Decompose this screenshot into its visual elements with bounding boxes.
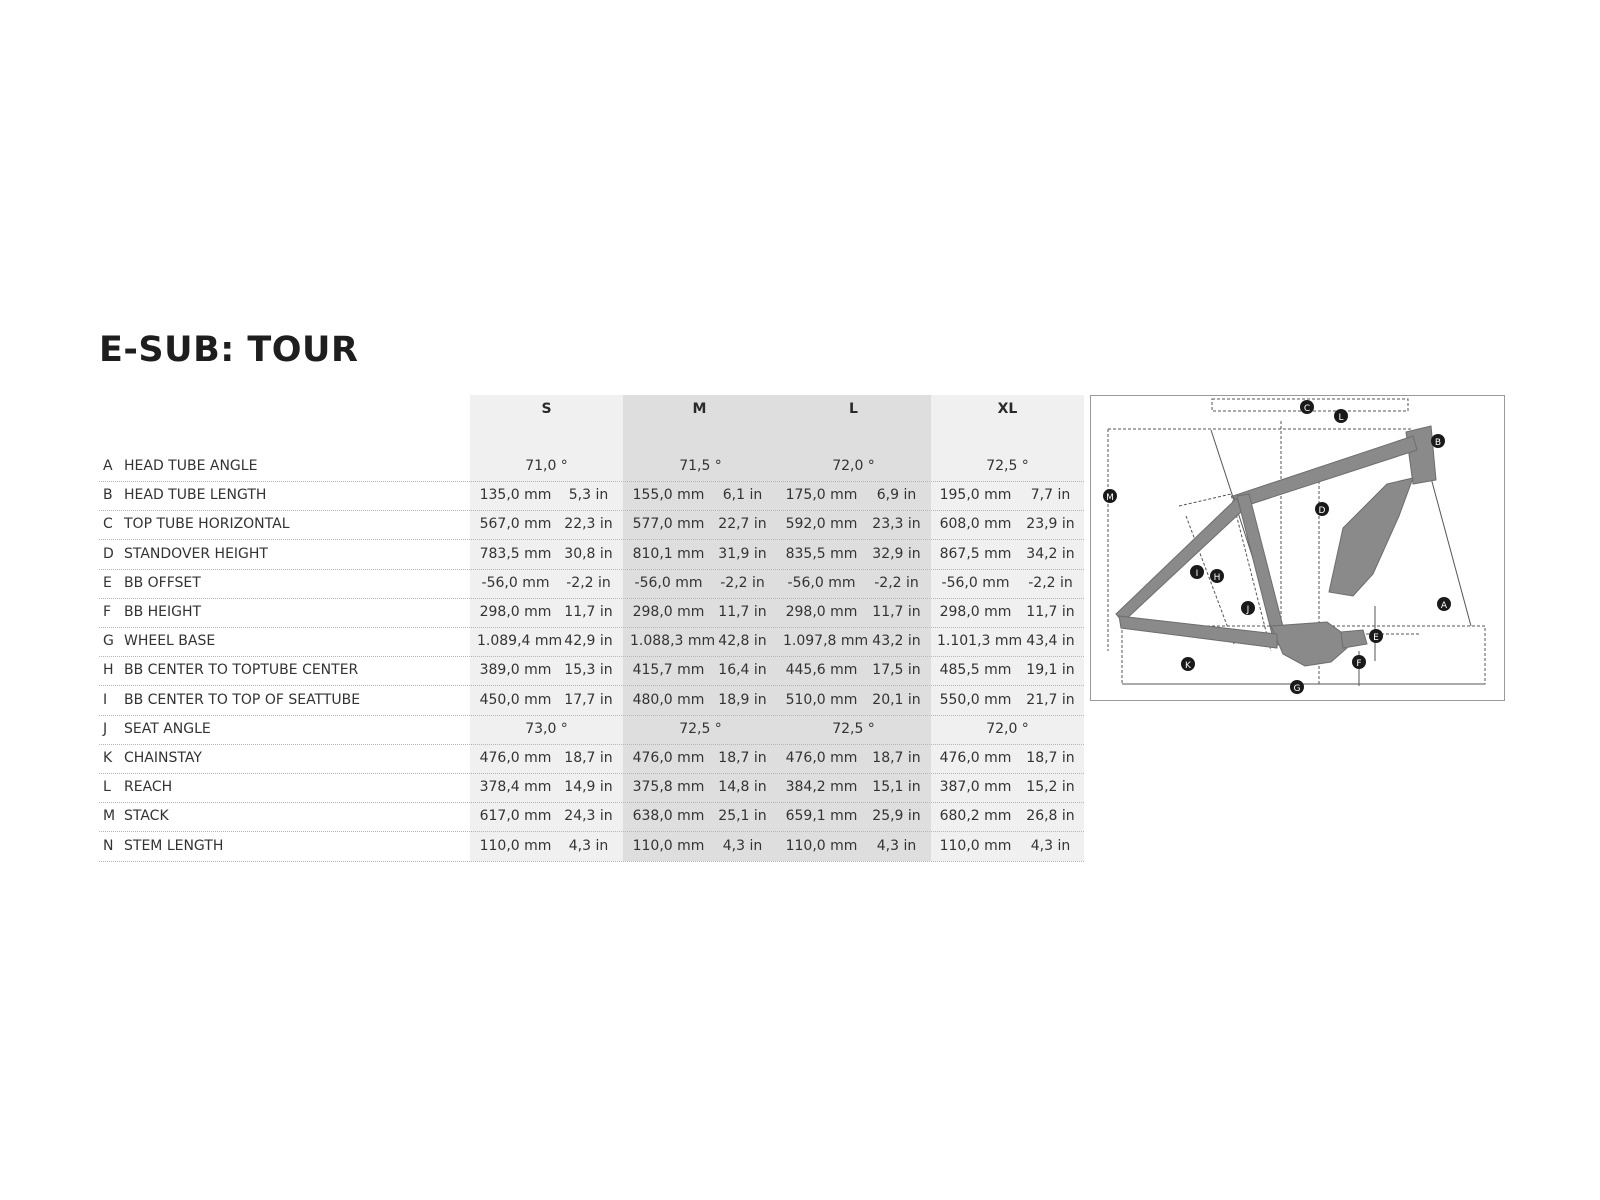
table-cell: -2,2 in (720, 574, 765, 591)
row-label: STACK (124, 808, 169, 825)
marker-m-icon (1103, 489, 1117, 503)
table-row (99, 627, 1084, 657)
row-label: BB CENTER TO TOP OF SEATTUBE (124, 691, 361, 708)
table-cell: 110,0 mm (479, 837, 552, 854)
row-letter: L (103, 779, 111, 796)
table-cell: 42,8 in (718, 633, 767, 650)
table-cell: 25,9 in (872, 808, 921, 825)
row-letter: A (103, 458, 113, 474)
table-cell: 20,1 in (872, 691, 921, 708)
table-cell: 34,2 in (1026, 545, 1075, 562)
table-cell: 11,7 in (1026, 604, 1075, 620)
table-cell: 445,6 mm (785, 662, 858, 679)
table-row (99, 540, 1084, 570)
table-cell: 7,7 in (1030, 487, 1071, 504)
marker-a-icon (1437, 597, 1451, 611)
row-label: WHEEL BASE (124, 633, 216, 650)
marker-d-label: D (1318, 506, 1326, 516)
angle-value: 72,0 ° (832, 458, 875, 474)
row-label: TOP TUBE HORIZONTAL (124, 516, 290, 533)
table-cell: 24,3 in (564, 808, 613, 825)
table-cell: 43,4 in (1026, 633, 1075, 650)
table-cell: 5,3 in (568, 487, 609, 504)
table-cell: 4,3 in (1030, 837, 1071, 854)
table-cell: 680,2 mm (939, 808, 1012, 825)
table-cell: 783,5 mm (479, 545, 552, 562)
table-cell: 25,1 in (718, 808, 767, 825)
table-row (99, 744, 1084, 774)
table-cell: -2,2 in (1028, 574, 1073, 591)
table-cell: -2,2 in (874, 574, 919, 591)
row-label: SEAT ANGLE (124, 720, 211, 737)
marker-i-icon (1190, 565, 1204, 579)
table-cell: 550,0 mm (939, 691, 1012, 708)
row-letter: F (103, 604, 112, 620)
table-cell: 375,8 mm (632, 779, 705, 796)
table-row (99, 510, 1084, 540)
row-letter: J (103, 720, 108, 737)
marker-h-icon (1210, 569, 1224, 583)
marker-c-icon (1300, 400, 1314, 414)
table-cell: 480,0 mm (632, 691, 705, 708)
marker-g-icon (1290, 680, 1304, 694)
table-cell: 15,3 in (564, 662, 613, 679)
angle-value: 71,5 ° (679, 458, 722, 474)
table-cell: 387,0 mm (939, 779, 1012, 796)
marker-c-label: C (1303, 404, 1311, 414)
table-cell: 577,0 mm (632, 516, 705, 533)
marker-k-icon (1181, 657, 1195, 671)
table-cell: 43,2 in (872, 633, 921, 650)
table-cell: 11,7 in (718, 604, 767, 620)
table-cell: 42,9 in (564, 633, 613, 650)
marker-g-label: G (1293, 684, 1301, 694)
angle-value: 72,5 ° (986, 458, 1029, 474)
bike-frame-drawing (1091, 396, 1504, 700)
table-cell: 1.097,8 mm (783, 633, 869, 650)
angle-value: 72,5 ° (679, 720, 722, 737)
row-letter: K (103, 750, 113, 766)
table-cell: 835,5 mm (785, 545, 858, 562)
table-cell: -56,0 mm (481, 574, 550, 591)
table-cell: 18,9 in (718, 691, 767, 708)
row-letter: C (103, 516, 113, 533)
table-cell: 298,0 mm (939, 604, 1012, 620)
table-cell: 21,7 in (1026, 691, 1075, 708)
table-cell: 810,1 mm (632, 545, 705, 562)
table-cell: 31,9 in (718, 545, 767, 562)
table-cell: 415,7 mm (632, 662, 705, 679)
row-letter: B (103, 487, 113, 504)
table-cell: 567,0 mm (479, 516, 552, 533)
table-cell: 476,0 mm (632, 750, 705, 766)
table-cell: 4,3 in (722, 837, 763, 854)
table-cell: 23,9 in (1026, 516, 1075, 533)
table-cell: 15,1 in (872, 779, 921, 796)
marker-d-icon (1315, 502, 1329, 516)
table-cell: 155,0 mm (632, 487, 705, 504)
row-label: STEM LENGTH (124, 837, 224, 854)
table-cell: 17,7 in (564, 691, 613, 708)
marker-m-label: M (1106, 493, 1114, 503)
row-letter: G (103, 633, 114, 650)
size-header-xl: XL (997, 401, 1018, 417)
table-cell: 608,0 mm (939, 516, 1012, 533)
table-row (99, 686, 1084, 716)
marker-i-label: I (1195, 569, 1199, 579)
table-cell: 592,0 mm (785, 516, 858, 533)
marker-f-icon (1352, 655, 1366, 669)
table-cell: 22,7 in (718, 516, 767, 533)
marker-k-label: K (1185, 661, 1191, 671)
row-label: REACH (124, 779, 173, 796)
marker-h-label: H (1213, 573, 1221, 583)
row-letter: E (103, 574, 112, 591)
angle-value: 72,5 ° (832, 720, 875, 737)
angle-value: 73,0 ° (525, 720, 568, 737)
row-label: BB CENTER TO TOPTUBE CENTER (124, 662, 359, 679)
table-cell: 638,0 mm (632, 808, 705, 825)
table-cell: 510,0 mm (785, 691, 858, 708)
table-cell: 175,0 mm (785, 487, 858, 504)
table-cell: 476,0 mm (479, 750, 552, 766)
table-cell: -56,0 mm (787, 574, 856, 591)
table-cell: 32,9 in (872, 545, 921, 562)
size-header-m: M (692, 401, 707, 417)
table-cell: 4,3 in (568, 837, 609, 854)
table-cell: 18,7 in (718, 750, 767, 766)
table-cell: 6,1 in (722, 487, 763, 504)
table-cell: 30,8 in (564, 545, 613, 562)
table-row (99, 481, 1084, 511)
geometry-title: E-SUB: TOUR (99, 330, 359, 370)
table-cell: -56,0 mm (941, 574, 1010, 591)
frame-geometry-diagram (1090, 395, 1505, 701)
table-row (99, 802, 1084, 832)
table-row (99, 598, 1084, 628)
marker-l-label: L (1338, 413, 1344, 423)
table-cell: 22,3 in (564, 516, 613, 533)
table-row (99, 832, 1084, 862)
marker-b-icon (1431, 434, 1445, 448)
table-cell: 298,0 mm (479, 604, 552, 620)
row-letter: I (103, 691, 108, 708)
table-cell: 476,0 mm (939, 750, 1012, 766)
table-cell: 26,8 in (1026, 808, 1075, 825)
table-cell: 378,4 mm (479, 779, 552, 796)
table-cell: 6,9 in (876, 487, 917, 504)
table-cell: 18,7 in (1026, 750, 1075, 766)
table-cell: 14,9 in (564, 779, 613, 796)
table-row (99, 773, 1084, 803)
marker-b-label: B (1434, 438, 1442, 448)
marker-l-icon (1334, 409, 1348, 423)
table-row (99, 569, 1084, 599)
table-cell: 298,0 mm (632, 604, 705, 620)
row-letter: M (103, 808, 116, 825)
marker-f-label: F (1356, 659, 1362, 669)
table-cell: 11,7 in (564, 604, 613, 620)
table-cell: 17,5 in (872, 662, 921, 679)
table-cell: 19,1 in (1026, 662, 1075, 679)
marker-j-label: J (1246, 605, 1250, 615)
angle-value: 72,0 ° (986, 720, 1029, 737)
table-cell: 389,0 mm (479, 662, 552, 679)
table-cell: 195,0 mm (939, 487, 1012, 504)
marker-e-label: E (1373, 633, 1379, 643)
table-cell: 1.101,3 mm (937, 633, 1023, 650)
table-cell: 16,4 in (718, 662, 767, 679)
table-cell: 867,5 mm (939, 545, 1012, 562)
table-cell: 110,0 mm (632, 837, 705, 854)
table-cell: 450,0 mm (479, 691, 552, 708)
table-cell: 4,3 in (876, 837, 917, 854)
table-cell: 384,2 mm (785, 779, 858, 796)
row-label: STANDOVER HEIGHT (124, 545, 268, 562)
row-letter: N (103, 837, 114, 854)
marker-j-icon (1241, 601, 1255, 615)
marker-a-label: A (1440, 601, 1448, 611)
table-cell: 11,7 in (872, 604, 921, 620)
table-cell: 485,5 mm (939, 662, 1012, 679)
row-label: HEAD TUBE LENGTH (124, 487, 267, 504)
table-cell: -56,0 mm (634, 574, 703, 591)
table-cell: 1.089,4 mm (477, 633, 563, 650)
size-header-l: L (849, 401, 858, 417)
marker-e-icon (1369, 629, 1383, 643)
table-row (99, 656, 1084, 686)
frame-silhouette (1116, 426, 1436, 666)
row-label: HEAD TUBE ANGLE (124, 458, 258, 474)
table-cell: 135,0 mm (479, 487, 552, 504)
table-cell: -2,2 in (566, 574, 611, 591)
row-label: CHAINSTAY (124, 750, 202, 766)
table-row (99, 452, 1084, 482)
size-header-s: S (541, 401, 552, 417)
table-cell: 14,8 in (718, 779, 767, 796)
row-letter: D (103, 545, 114, 562)
table-cell: 617,0 mm (479, 808, 552, 825)
table-cell: 298,0 mm (785, 604, 858, 620)
table-cell: 18,7 in (564, 750, 613, 766)
table-cell: 659,1 mm (785, 808, 858, 825)
row-letter: H (103, 662, 114, 679)
table-cell: 1.088,3 mm (630, 633, 716, 650)
angle-value: 71,0 ° (525, 458, 568, 474)
row-label: BB HEIGHT (124, 604, 202, 620)
table-row (99, 715, 1084, 745)
table-cell: 18,7 in (872, 750, 921, 766)
table-cell: 15,2 in (1026, 779, 1075, 796)
table-cell: 23,3 in (872, 516, 921, 533)
table-cell: 110,0 mm (939, 837, 1012, 854)
row-label: BB OFFSET (124, 574, 201, 591)
table-cell: 476,0 mm (785, 750, 858, 766)
table-cell: 110,0 mm (785, 837, 858, 854)
